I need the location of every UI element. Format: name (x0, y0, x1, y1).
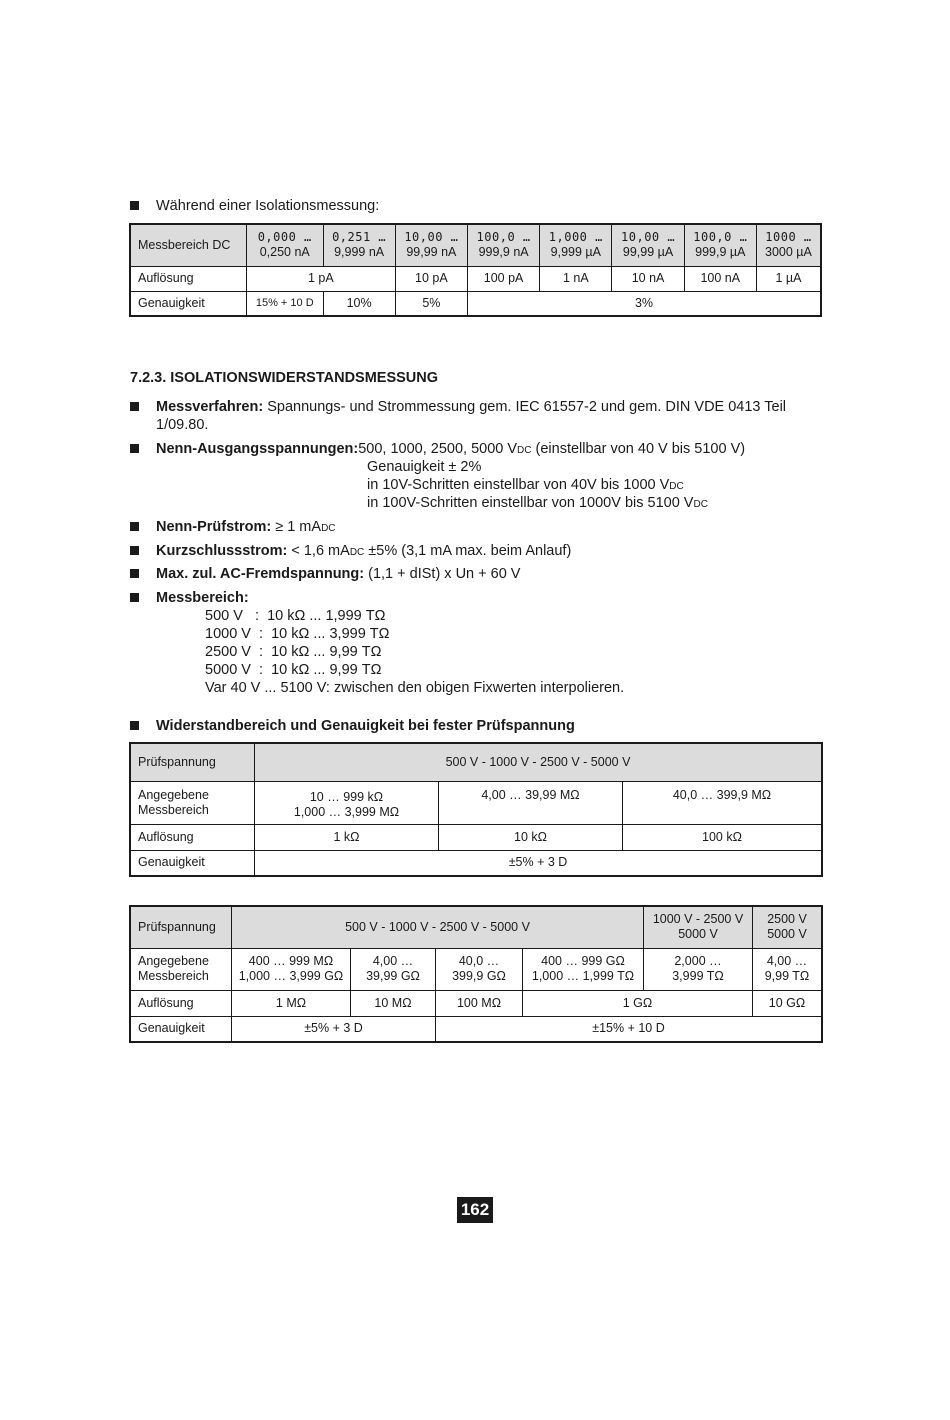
range-cell: 40,0 … 399,9 GΩ (436, 948, 523, 990)
range-cell: 10 … 999 kΩ 1,000 … 3,999 MΩ (255, 781, 439, 824)
range-cell: 0,251 … 9,999 nA (323, 224, 395, 266)
bullet-square (130, 201, 139, 210)
voltage-steps-10v: in 10V-Schritten einstellbar von 40V bis 1000 VDC (367, 477, 684, 493)
range-cell: 4,00 … 39,99 GΩ (351, 948, 436, 990)
row-label-accuracy: Genauigkeit (130, 1016, 232, 1042)
bullet-square (130, 444, 139, 453)
bullet-square (130, 569, 139, 578)
accuracy-cell: 10% (323, 291, 395, 316)
section-heading: 7.2.3. ISOLATIONSWIDERSTANDSMESSUNG (130, 370, 439, 386)
resolution-cell: 1 kΩ (255, 824, 439, 850)
row-label-accuracy: Genauigkeit (130, 850, 255, 876)
resistance-table-1 (129, 742, 823, 877)
resolution-cell: 1 µA (756, 266, 821, 291)
resolution-cell: 10 nA (612, 266, 684, 291)
accuracy-cell: ±5% + 3 D (232, 1016, 436, 1042)
bullet-square (130, 721, 139, 730)
page-number: 162 (457, 1197, 493, 1223)
bullet-short-circuit-current: Kurzschlussstrom: < 1,6 mADC ±5% (3,1 mA max. beim Anlauf) (156, 543, 572, 559)
row-label-resolution: Auflösung (130, 824, 255, 850)
row-label-test-voltage: Prüfspannung (130, 743, 255, 781)
accuracy-cell: 15% + 10 D (247, 291, 324, 316)
accuracy-cell: ±15% + 10 D (436, 1016, 823, 1042)
bullet-resistance-range: Widerstandbereich und Genauigkeit bei fester Prüfspannung (156, 718, 575, 734)
bullet-square (130, 593, 139, 602)
range-cell: 1,000 … 9,999 µA (540, 224, 612, 266)
range-cell: 2,000 … 3,999 TΩ (644, 948, 753, 990)
current-measurement-table (129, 223, 822, 317)
row-label-range: Messbereich DC (130, 224, 247, 266)
resolution-cell: 100 pA (467, 266, 539, 291)
row-label-resolution: Auflösung (130, 266, 247, 291)
row-label-range: Angegebene Messbereich (130, 781, 255, 824)
resolution-cell: 10 MΩ (351, 990, 436, 1016)
range-cell: 4,00 … 9,99 TΩ (753, 948, 823, 990)
resolution-cell: 10 kΩ (439, 824, 623, 850)
row-label-range: Angegebene Messbereich (130, 948, 232, 990)
resolution-cell: 10 pA (395, 266, 467, 291)
test-voltage-cell: 1000 V - 2500 V 5000 V (644, 906, 753, 948)
test-voltage-cell: 2500 V 5000 V (753, 906, 823, 948)
bullet-square (130, 522, 139, 531)
range-cell: 100,0 … 999,9 µA (684, 224, 756, 266)
bullet-test-current: Nenn-Prüfstrom: ≥ 1 mADC (156, 519, 336, 535)
range-cell: 10,00 … 99,99 nA (395, 224, 467, 266)
bullet-square (130, 402, 139, 411)
row-label-resolution: Auflösung (130, 990, 232, 1016)
row-label-accuracy: Genauigkeit (130, 291, 247, 316)
range-cell: 4,00 … 39,99 MΩ (439, 781, 623, 824)
range-line: 1000 V : 10 kΩ ... 3,999 TΩ (205, 626, 390, 642)
test-voltage-cell: 500 V - 1000 V - 2500 V - 5000 V (255, 743, 823, 781)
range-line: 500 V : 10 kΩ ... 1,999 TΩ (205, 608, 386, 624)
range-cell: 1000 … 3000 µA (756, 224, 821, 266)
resolution-cell: 1 GΩ (523, 990, 753, 1016)
voltage-accuracy: Genauigkeit ± 2% (367, 459, 482, 475)
accuracy-cell: ±5% + 3 D (255, 850, 823, 876)
resolution-cell: 1 pA (247, 266, 396, 291)
resolution-cell: 100 MΩ (436, 990, 523, 1016)
range-cell: 0,000 … 0,250 nA (247, 224, 324, 266)
resolution-cell: 1 nA (540, 266, 612, 291)
range-cell: 400 … 999 MΩ 1,000 … 3,999 GΩ (232, 948, 351, 990)
bullet-measurement-method-cont: 1/09.80. (156, 417, 209, 433)
row-label-test-voltage: Prüfspannung (130, 906, 232, 948)
range-cell: 40,0 … 399,9 MΩ (623, 781, 823, 824)
voltage-steps-100v: in 100V-Schritten einstellbar von 1000V bis 5100 VDC (367, 495, 708, 511)
range-cell: 400 … 999 GΩ 1,000 … 1,999 TΩ (523, 948, 644, 990)
intro-text: Während einer Isolationsmessung: (156, 198, 380, 214)
test-voltage-cell: 500 V - 1000 V - 2500 V - 5000 V (232, 906, 644, 948)
range-line: Var 40 V ... 5100 V: zwischen den obigen Fixwerten interpolieren. (205, 680, 625, 696)
bullet-range: Messbereich: (156, 590, 249, 606)
accuracy-cell: 3% (467, 291, 821, 316)
bullet-ac-voltage: Max. zul. AC-Fremdspannung: (1,1 + dISt) x Un + 60 V (156, 566, 521, 582)
resolution-cell: 100 kΩ (623, 824, 823, 850)
accuracy-cell: 5% (395, 291, 467, 316)
bullet-measurement-method: Messverfahren: Spannungs- und Strommessung gem. IEC 61557-2 und gem. DIN VDE 0413 Teil (156, 399, 787, 415)
range-line: 5000 V : 10 kΩ ... 9,99 TΩ (205, 662, 382, 678)
range-cell: 100,0 … 999,9 nA (467, 224, 539, 266)
bullet-nominal-voltages: Nenn-Ausgangsspannungen:500, 1000, 2500, 5000 VDC (einstellbar von 40 V bis 5100 V) (156, 441, 746, 457)
bullet-square (130, 546, 139, 555)
resistance-table-2 (129, 905, 823, 1043)
range-line: 2500 V : 10 kΩ ... 9,99 TΩ (205, 644, 382, 660)
resolution-cell: 100 nA (684, 266, 756, 291)
range-cell: 10,00 … 99,99 µA (612, 224, 684, 266)
resolution-cell: 10 GΩ (753, 990, 823, 1016)
resolution-cell: 1 MΩ (232, 990, 351, 1016)
